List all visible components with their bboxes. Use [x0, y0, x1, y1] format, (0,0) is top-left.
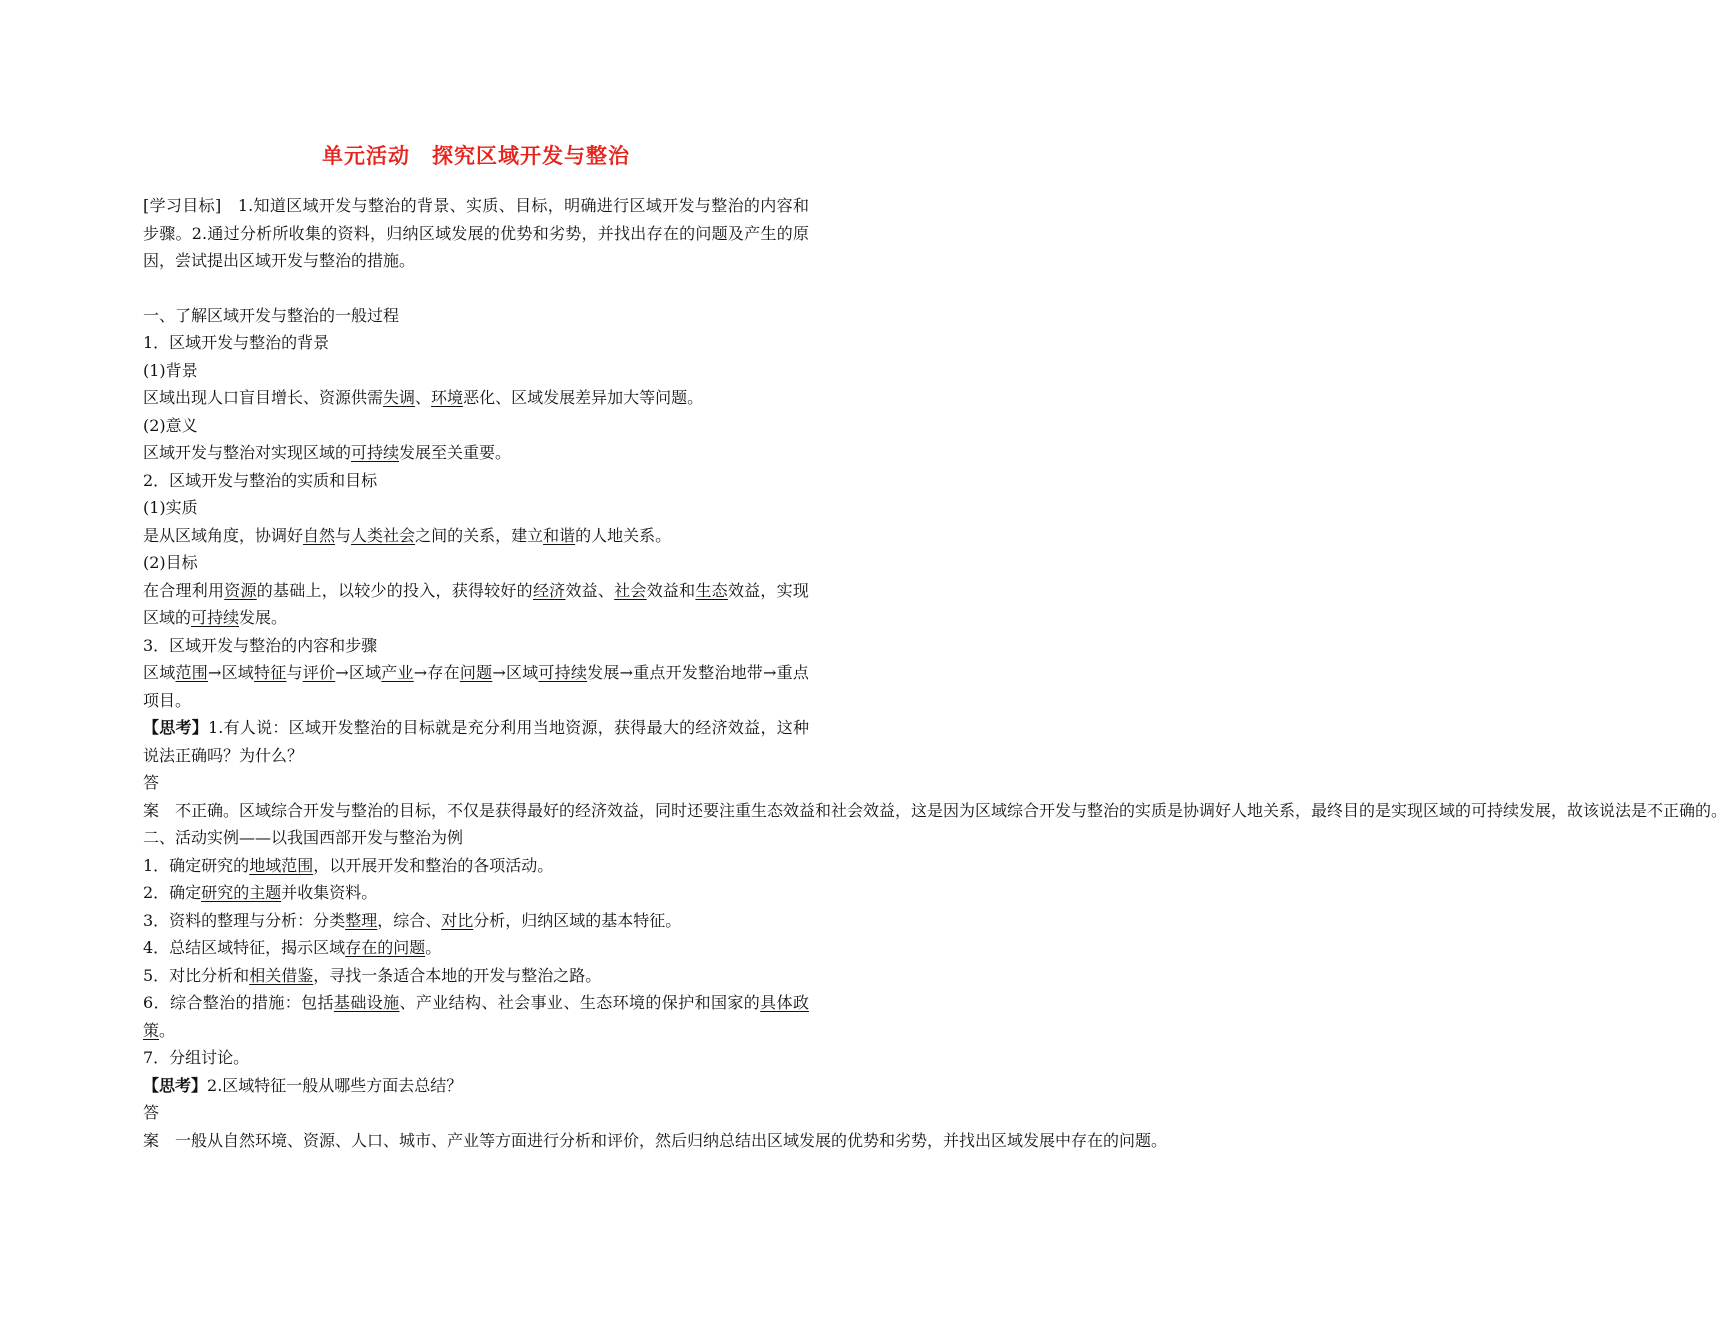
section-heading-1: 一、了解区域开发与整治的一般过程 — [143, 305, 400, 325]
list-item: 5．对比分析和相关借鉴，寻找一条适合本地的开发与整治之路。 — [143, 965, 602, 985]
blank-answer: 地域范围 — [249, 855, 314, 875]
blank-answer: 自然 — [303, 525, 336, 545]
paragraph: 区域开发与整治对实现区域的可持续发展至关重要。 — [143, 443, 512, 462]
list-item: 6．综合整治的措施：包括基础设施、产业结构、社会事业、生态环境的保护和国家的具体政策。 — [143, 993, 809, 1040]
blank-answer: 社会 — [614, 580, 647, 600]
answer-2: 答案 一般从自然环境、资源、人口、城市、产业等方面进行分析和评价，然后归纳总结出区域发展的优势和劣势，并找出区域发展中存在的问题。 — [143, 1103, 1168, 1150]
blank-answer: 基础设施 — [333, 993, 400, 1012]
item-label: (1)背景 — [143, 360, 198, 380]
subsection-title: 2．区域开发与整治的实质和目标 — [143, 470, 378, 490]
paragraph: 区域范围→区域特征与评价→区域产业→存在问题→区域可持续发展→重点开发整治地带→重点项目。 — [143, 663, 809, 710]
think-question-1: 【思考】1.有人说：区域开发整治的目标就是充分利用当地资源，获得最大的经济效益，这种说法正确吗？为什么？ — [143, 718, 809, 765]
item-label: (2)目标 — [143, 553, 198, 572]
answer-1: 答案 不正确。区域综合开发与整治的目标，不仅是获得最好的经济效益，同时还要注重生态效益和社会效益，这是因为区域综合开发与整治的实质是协调好人地关系，最终目的是实现区域的可持续发展，故该说法是不正确的。 — [143, 773, 1727, 820]
blank-answer: 可持续 — [538, 663, 588, 682]
blank-answer: 问题 — [459, 663, 493, 682]
blank-answer: 整理 — [345, 910, 378, 930]
blank-answer: 可持续 — [351, 443, 400, 462]
blank-answer: 评价 — [302, 663, 336, 682]
blank-answer: 产业 — [381, 663, 414, 682]
think-label: 【思考】 — [143, 1075, 208, 1095]
subsection-title: 1．区域开发与整治的背景 — [143, 333, 330, 352]
document-page — [143, 140, 1727, 1154]
list-item: 4．总结区域特征，揭示区域存在的问题。 — [143, 938, 442, 957]
blank-answer: 具体政策 — [143, 993, 809, 1040]
list-item: 7．分组讨论。 — [143, 1048, 250, 1067]
list-item: 3．资料的整理与分析：分类整理，综合、对比分析，归纳区域的基本特征。 — [143, 910, 682, 930]
blank-answer: 和谐 — [543, 525, 576, 545]
blank-answer: 对比 — [441, 910, 474, 930]
blank-answer: 经济 — [532, 580, 566, 600]
blank-answer: 生态 — [695, 580, 728, 600]
paragraph: 是从区域角度，协调好自然与人类社会之间的关系，建立和谐的人地关系。 — [143, 525, 672, 545]
blank-answer: 范围 — [175, 663, 208, 682]
blank-answer: 相关借鉴 — [249, 965, 314, 985]
list-item: 1．确定研究的地域范围，以开展开发和整治的各项活动。 — [143, 855, 554, 875]
item-label: (2)意义 — [143, 415, 198, 435]
objectives-label: [学习目标] — [143, 196, 222, 215]
paragraph: 区域出现人口盲目增长、资源供需失调、环境恶化、区域发展差异加大等问题。 — [143, 388, 704, 407]
spacer — [143, 275, 809, 302]
page-title: 单元活动 探究区域开发与整治 — [322, 144, 630, 168]
blank-answer: 资源 — [224, 580, 257, 600]
paragraph: 在合理利用资源的基础上，以较少的投入，获得较好的经济效益、社会效益和生态效益，实现区域的可持续发展。 — [143, 580, 809, 627]
blank-answer: 存在的问题 — [345, 938, 426, 957]
answer-label: 答案 — [143, 773, 160, 820]
subsection-title: 3．区域开发与整治的内容和步骤 — [143, 635, 378, 655]
blank-answer: 研究的主题 — [201, 883, 282, 902]
blank-answer: 可持续 — [191, 608, 240, 627]
blank-answer: 人类社会 — [351, 525, 416, 545]
objectives-text: 1.知道区域开发与整治的背景、实质、目标，明确进行区域开发与整治的内容和步骤。2.通过分析所收集的资料，归纳区域发展的优势和劣势，并找出存在的问题及产生的原因，尝试提出区域开发与整治的措施。 — [143, 196, 809, 270]
blank-answer: 环境 — [431, 388, 464, 407]
section-heading-2: 二、活动实例——以我国西部开发与整治为例 — [143, 828, 464, 847]
learning-objectives — [143, 192, 809, 275]
list-item: 2．确定研究的主题并收集资料。 — [143, 883, 378, 902]
blank-answer: 失调 — [383, 388, 416, 407]
item-label: (1)实质 — [143, 498, 198, 517]
blank-answer: 特征 — [254, 663, 287, 682]
think-question-2: 【思考】2.区域特征一般从哪些方面去总结？ — [143, 1075, 463, 1095]
answer-label: 答案 — [143, 1103, 160, 1150]
think-label: 【思考】 — [143, 718, 209, 737]
